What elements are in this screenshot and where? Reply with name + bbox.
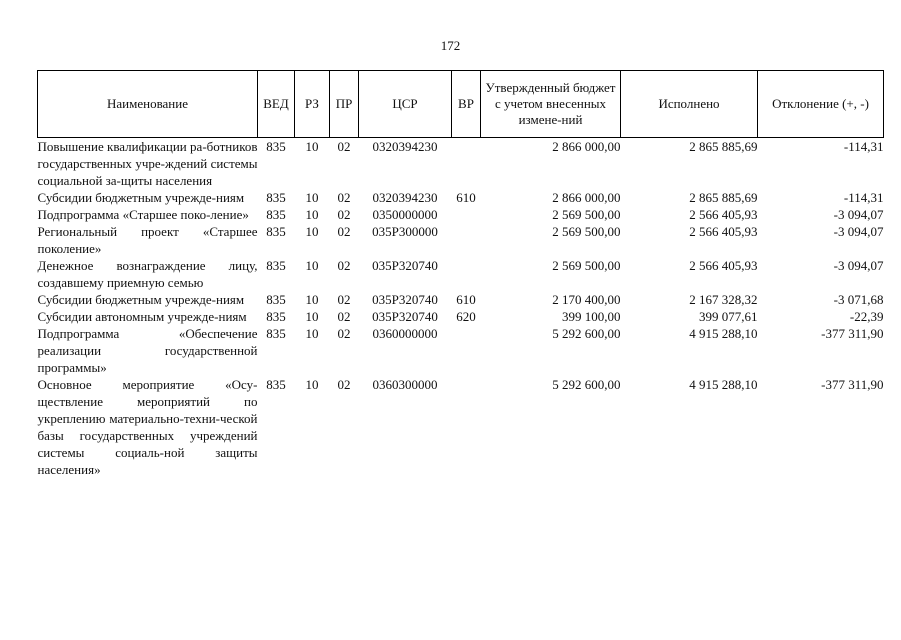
header-name: Наименование [38, 71, 258, 138]
cell-ved: 835 [266, 258, 286, 273]
table-row [38, 325, 884, 376]
cell-pr: 02 [337, 377, 351, 392]
cell-pr: 02 [337, 292, 351, 307]
cell-approved: 2 170 400,00 [552, 292, 621, 307]
cell-pr: 02 [337, 309, 351, 324]
cell-ved: 835 [266, 377, 286, 392]
header-deviation: Отклонение (+, -) [758, 71, 884, 138]
cell-approved: 399 100,00 [562, 309, 621, 324]
cell-name: Субсидии автономным учрежде-ниям [37, 309, 247, 324]
cell-rz: 10 [305, 207, 319, 222]
table-row [38, 223, 884, 257]
cell-csr: 035Р300000 [372, 224, 438, 239]
cell-csr: 035Р320740 [372, 292, 438, 307]
cell-approved: 2 569 500,00 [552, 207, 621, 222]
table-row [38, 257, 884, 291]
cell-executed: 2 865 885,69 [689, 190, 758, 205]
cell-name: Повышение квалификации ра-ботников государственных учре-ждений системы социальной за-щиты населения [37, 139, 258, 188]
cell-rz: 10 [305, 326, 319, 341]
cell-ved: 835 [266, 326, 286, 341]
cell-name: Субсидии бюджетным учрежде-ниям [37, 190, 245, 205]
cell-csr: 0360000000 [372, 326, 438, 341]
cell-ved: 835 [266, 139, 286, 154]
cell-name: Подпрограмма «Старшее поко-ление» [37, 207, 249, 222]
cell-approved: 2 569 500,00 [552, 258, 621, 273]
table-row [38, 206, 884, 223]
cell-ved: 835 [266, 190, 286, 205]
cell-pr: 02 [337, 207, 351, 222]
cell-deviation: -377 311,90 [821, 377, 884, 392]
header-vr: ВР [452, 71, 481, 138]
cell-vr [452, 376, 481, 478]
cell-rz: 10 [305, 292, 319, 307]
cell-executed: 2 566 405,93 [689, 224, 758, 239]
cell-name: Основное мероприятие «Осу-ществление мероприятий по укреплению материально-техни-ческой базы государственных учреждений системы социаль-ной защиты населения» [37, 377, 258, 477]
cell-deviation: -114,31 [843, 139, 884, 154]
table-row [38, 138, 884, 190]
header-pr: ПР [330, 71, 359, 138]
header-approved: Утвержденный бюджет с учетом внесенных измене-ний [481, 71, 621, 138]
cell-pr: 02 [337, 190, 351, 205]
cell-approved: 2 866 000,00 [552, 190, 621, 205]
table-row [38, 308, 884, 325]
cell-name: Подпрограмма «Обеспечение реализации государственной программы» [37, 326, 258, 375]
cell-executed: 399 077,61 [699, 309, 758, 324]
cell-rz: 10 [305, 258, 319, 273]
cell-csr: 0350000000 [372, 207, 438, 222]
cell-csr: 0360300000 [372, 377, 438, 392]
cell-rz: 10 [305, 377, 319, 392]
cell-vr [452, 138, 481, 190]
budget-table [37, 70, 884, 478]
header-ved: ВЕД [258, 71, 295, 138]
cell-csr: 035Р320740 [372, 258, 438, 273]
page-number: 172 [440, 38, 461, 53]
cell-deviation: -3 094,07 [833, 207, 884, 222]
cell-executed: 2 865 885,69 [689, 139, 758, 154]
cell-deviation: -3 094,07 [833, 224, 884, 239]
cell-executed: 2 566 405,93 [689, 258, 758, 273]
cell-vr: 610 [456, 190, 476, 205]
cell-deviation: -22,39 [849, 309, 884, 324]
header-rz: РЗ [295, 71, 330, 138]
cell-rz: 10 [305, 190, 319, 205]
cell-ved: 835 [266, 224, 286, 239]
cell-executed: 4 915 288,10 [689, 377, 758, 392]
header-executed: Исполнено [621, 71, 758, 138]
table-body [38, 138, 884, 479]
cell-csr: 0320394230 [372, 139, 438, 154]
cell-approved: 2 866 000,00 [552, 139, 621, 154]
cell-csr: 0320394230 [372, 190, 438, 205]
cell-vr [452, 206, 481, 223]
cell-approved: 5 292 600,00 [552, 377, 621, 392]
cell-name: Субсидии бюджетным учрежде-ниям [37, 292, 245, 307]
cell-vr [452, 223, 481, 257]
cell-vr: 610 [456, 292, 476, 307]
cell-rz: 10 [305, 139, 319, 154]
cell-executed: 2 566 405,93 [689, 207, 758, 222]
cell-pr: 02 [337, 326, 351, 341]
cell-approved: 2 569 500,00 [552, 224, 621, 239]
cell-csr: 035Р320740 [372, 309, 438, 324]
cell-pr: 02 [337, 139, 351, 154]
cell-name: Региональный проект «Старшее поколение» [37, 224, 258, 256]
table-row [38, 376, 884, 478]
cell-vr [452, 325, 481, 376]
cell-executed: 4 915 288,10 [689, 326, 758, 341]
cell-vr: 620 [456, 309, 476, 324]
cell-deviation: -377 311,90 [821, 326, 884, 341]
cell-pr: 02 [337, 224, 351, 239]
cell-ved: 835 [266, 309, 286, 324]
cell-rz: 10 [305, 224, 319, 239]
cell-deviation: -3 071,68 [833, 292, 884, 307]
cell-ved: 835 [266, 292, 286, 307]
table-header-row [38, 71, 884, 138]
cell-executed: 2 167 328,32 [689, 292, 758, 307]
cell-vr [452, 257, 481, 291]
cell-deviation: -3 094,07 [833, 258, 884, 273]
cell-rz: 10 [305, 309, 319, 324]
cell-pr: 02 [337, 258, 351, 273]
header-csr: ЦСР [359, 71, 452, 138]
table-row [38, 291, 884, 308]
cell-ved: 835 [266, 207, 286, 222]
cell-deviation: -114,31 [843, 190, 884, 205]
cell-name: Денежное вознаграждение лицу, создавшему приемную семью [37, 258, 258, 290]
table-row [38, 189, 884, 206]
cell-approved: 5 292 600,00 [552, 326, 621, 341]
